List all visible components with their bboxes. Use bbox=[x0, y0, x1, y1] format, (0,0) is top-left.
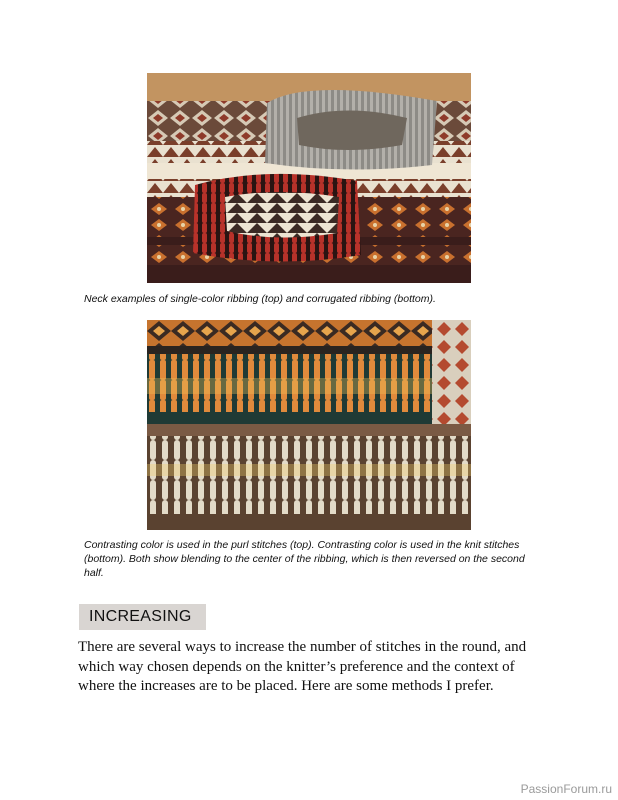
ribbing-colorwork-photo bbox=[147, 320, 471, 530]
section-heading: INCREASING bbox=[79, 604, 206, 630]
watermark: PassionForum.ru bbox=[520, 782, 612, 796]
figure-caption: Contrasting color is used in the purl stitches (top). Contrasting color is used in the knit stitches (bottom). Both show blending to the center of the ribbing, which is then reversed on the second half. bbox=[84, 539, 525, 579]
body-paragraph: There are several ways to increase the number of stitches in the round, and which way chosen depends on the knitter’s preference and the context of where the increases are to be placed. Here are some methods I prefer. bbox=[78, 639, 527, 694]
figure-caption: Neck examples of single-color ribbing (top) and corrugated ribbing (bottom). bbox=[84, 293, 436, 305]
neck-ribbing-photo bbox=[147, 73, 471, 283]
